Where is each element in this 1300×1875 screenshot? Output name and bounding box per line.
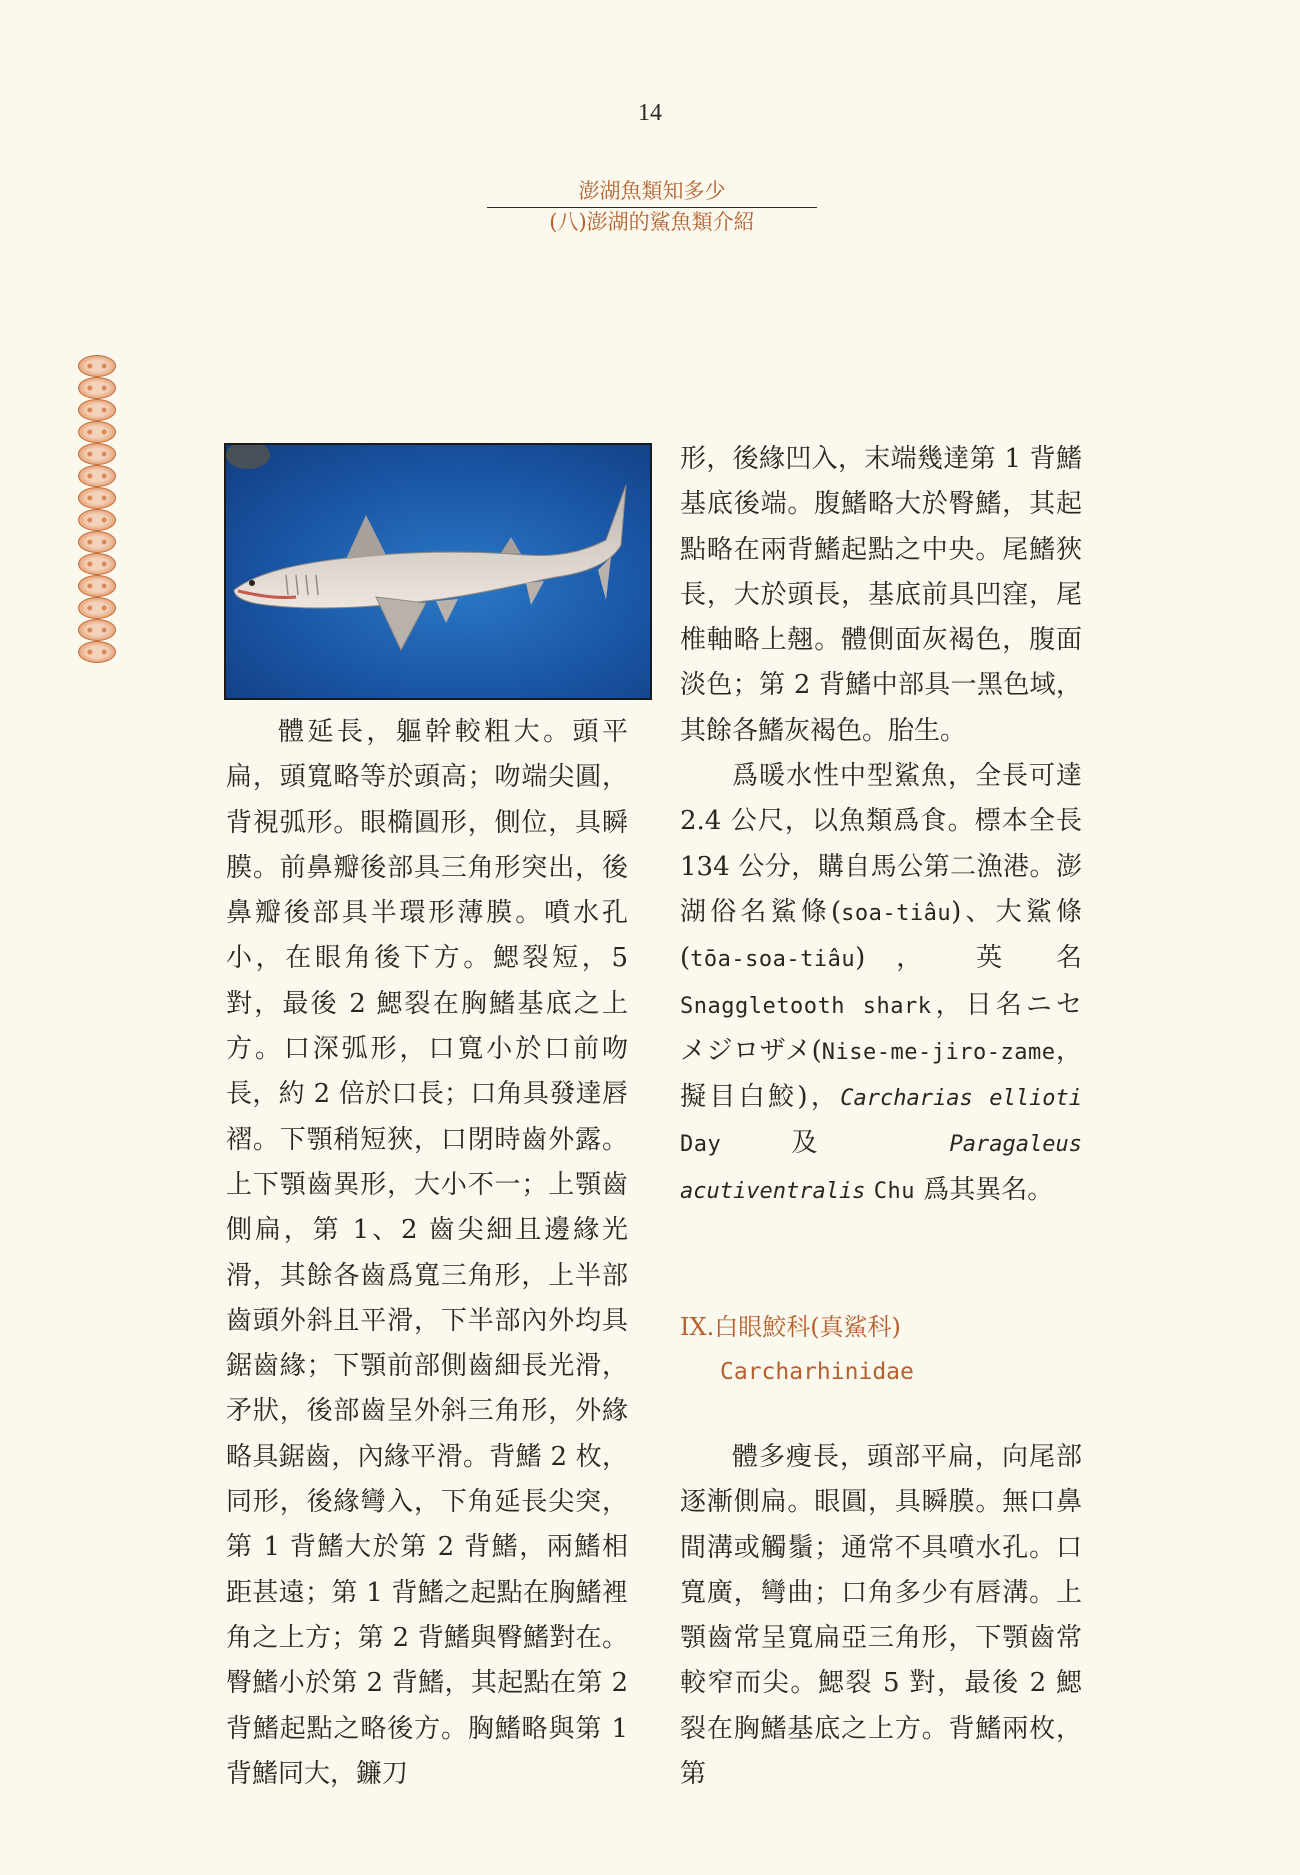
- ecology-text-c: ) ， 英 名: [855, 943, 1082, 974]
- ornament-icon: [78, 641, 116, 663]
- specimen-tag: [226, 445, 270, 469]
- header-subtitle: (八)澎湖的鯊魚類介紹: [549, 210, 755, 234]
- local-name-toa-soa-tiau: tōa-soa-tiâu: [690, 947, 856, 973]
- page-number: 14: [638, 100, 662, 126]
- ecology-text-g: 爲其異名。: [914, 1174, 1054, 1205]
- ornament-icon: [78, 377, 116, 399]
- shark-photo: [224, 443, 652, 700]
- header-title: 澎湖魚類知多少: [487, 178, 817, 208]
- ecology-text-e: ，擬目白鮫)，: [680, 1035, 1082, 1113]
- ornament-icon: [78, 619, 116, 641]
- section-heading: [680, 1305, 914, 1395]
- ornament-icon: [78, 531, 116, 553]
- family-description-paragraph: 體多瘦長，頭部平扁，向尾部逐漸側扁。眼圓，具瞬膜。無口鼻間溝或觸鬚；通常不具噴水孔。口寬廣，彎曲；口角多少有唇溝。上顎齒常呈寬扁亞三角形，下顎齒常較窄而尖。鰓裂 5 對，最後 2 鰓裂在胸鰭基底之上方。背鰭兩枚，第: [680, 1442, 1082, 1790]
- ecology-text-d: ，日名ニセメジロザメ(: [680, 989, 1082, 1066]
- ornament-icon: [78, 553, 116, 575]
- ornament-icon: [78, 355, 116, 377]
- ornament-icon: [78, 421, 116, 443]
- ornament-icon: [78, 597, 116, 619]
- running-header: [487, 178, 817, 236]
- left-column: [226, 710, 628, 1797]
- section-heading-title: IX.白眼鮫科(真鯊科): [680, 1313, 901, 1341]
- description-paragraph-right: 形，後緣凹入，末端幾達第 1 背鰭基底後端。腹鰭略大於臀鰭，其起點略在兩背鰭起點之中央。尾鰭狹長，大於頭長，基底前具凹窪，尾椎軸略上翹。體側面灰褐色，腹面淡色；第 2 背鰭中部具一黑色域，其餘各鰭灰褐色。胎生。: [680, 444, 1082, 746]
- japanese-romaji: Nise-me-jiro-zame: [821, 1039, 1056, 1065]
- synonym-carcharias-ellioti: Carcharias ellioti: [840, 1086, 1082, 1112]
- ornament-icon: [78, 399, 116, 421]
- section-heading-scientific: Carcharhinidae: [720, 1359, 914, 1385]
- synonym-paragaleus-acutiventralis: Paragaleus acutiventralis: [680, 1132, 1082, 1204]
- description-paragraph-left: 體延長，軀幹較粗大。頭平扁，頭寬略等於頭高；吻端尖圓，背視弧形。眼橢圓形，側位，具瞬膜。前鼻瓣後部具三角形突出，後鼻瓣後部具半環形薄膜。噴水孔小，在眼角後下方。鰓裂短，5 對，最後 2 鰓裂在胸鰭基底之上方。口深弧形，口寬小於口前吻長，約 2 倍於口長；口角具發達唇褶。下顎稍短狹，口閉時齒外露。上下顎齒異形，大小不一；上顎齒側扁，第 1、2 齒尖細且邊緣光滑，其餘各齒爲寬三角形，上半部齒頭外斜且平滑，下半部內外均具鋸齒緣；下顎前部側齒細長光滑，矛狀，後部齒呈外斜三角形，外緣略具鋸齒，內緣平滑。背鰭 2 枚，同形，後緣彎入，下角延長尖突，第 1 背鰭大於第 2 背鰭，兩鰭相距甚遠；第 1 背鰭之起點在胸鰭裡角之上方；第 2 背鰭與臀鰭對在。臀鰭小於第 2 背鰭，其起點在第 2 背鰭起點之略後方。胸鰭略與第 1 背鰭同大，鐮刀: [226, 717, 628, 1789]
- local-name-soa-tiau: soa-tiâu: [841, 900, 952, 926]
- ornament-icon: [78, 465, 116, 487]
- ornament-icon: [78, 443, 116, 465]
- right-column: [680, 437, 1082, 1214]
- ecology-text-b: )、大鯊條(: [680, 896, 1082, 974]
- synonym2-author: Chu: [873, 1178, 915, 1204]
- ecology-text-f: 及: [721, 1128, 950, 1159]
- shark-illustration: [226, 445, 650, 698]
- english-name: Snaggletooth shark: [680, 993, 932, 1019]
- ecology-paragraph: [680, 754, 1082, 1214]
- ornament-strip: [78, 355, 120, 663]
- ornament-icon: [78, 509, 116, 531]
- right-column-lower: [680, 1435, 1082, 1797]
- ornament-icon: [78, 575, 116, 597]
- ecology-text-a: 爲暖水性中型鯊魚，全長可達 2.4 公尺，以魚類爲食。標本全長 134 公分，購自馬公第二漁港。澎湖俗名鯊條(: [680, 761, 1082, 927]
- ornament-icon: [78, 487, 116, 509]
- synonym1-author: Day: [680, 1132, 722, 1158]
